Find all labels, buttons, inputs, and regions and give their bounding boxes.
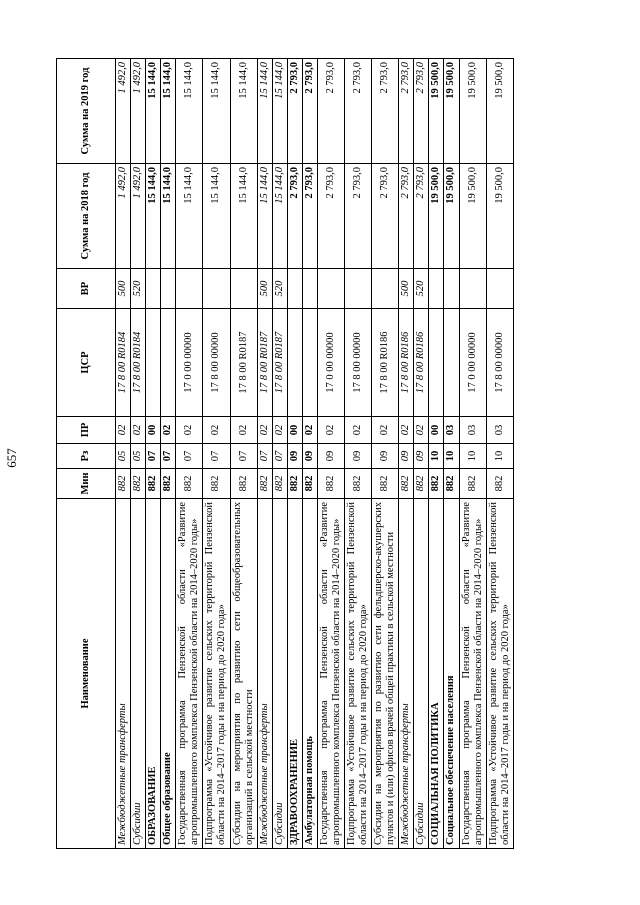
header-pr: ПР: [57, 417, 116, 444]
cell-csr: 17 0 00 00000: [459, 309, 486, 417]
cell-min: 882: [429, 469, 444, 499]
cell-sum-2019: 2 793,0: [399, 59, 414, 164]
cell-sum-2018: 2 793,0: [317, 164, 344, 269]
cell-name: Государственная программа Пензенской области «Развитие агропромышленного комплекса Пензенской области на 2014–2020 годы»: [459, 499, 486, 849]
table-row: [429, 59, 444, 849]
cell-csr: 17 8 00 R0187: [257, 309, 272, 417]
cell-vr: [287, 269, 302, 309]
cell-sum-2018: 15 144,0: [272, 164, 287, 269]
table-row: [257, 59, 272, 849]
cell-pr: 03: [444, 417, 459, 444]
table-row: [287, 59, 302, 849]
cell-sum-2018: 1 492,0: [131, 164, 146, 269]
cell-csr: 17 8 00 R0187: [230, 309, 257, 417]
cell-sum-2019: 19 500,0: [459, 59, 486, 164]
cell-min: 882: [230, 469, 257, 499]
cell-sum-2018: 2 793,0: [302, 164, 317, 269]
cell-sum-2018: 2 793,0: [399, 164, 414, 269]
cell-vr: [345, 269, 372, 309]
cell-rz: 09: [372, 444, 399, 469]
cell-min: 882: [486, 469, 513, 499]
rotated-page-content: [56, 59, 578, 849]
cell-sum-2018: 15 144,0: [161, 164, 176, 269]
header-name: Наименование: [57, 499, 116, 849]
cell-name: Подпрограмма «Устойчивое развитие сельских территорий Пензенской области на 2014–2017 годы и на период до 2020 года»: [486, 499, 513, 849]
cell-rz: 09: [414, 444, 429, 469]
cell-min: 882: [116, 469, 131, 499]
cell-pr: 00: [146, 417, 161, 444]
cell-csr: [302, 309, 317, 417]
cell-min: 882: [414, 469, 429, 499]
budget-table: [56, 58, 514, 849]
cell-csr: [161, 309, 176, 417]
table-row: [444, 59, 459, 849]
cell-name: СОЦИАЛЬНАЯ ПОЛИТИКА: [429, 499, 444, 849]
cell-name: Межбюджетные трансферты: [116, 499, 131, 849]
header-rz: Рз: [57, 444, 116, 469]
cell-name: ЗДРАВООХРАНЕНИЕ: [287, 499, 302, 849]
cell-pr: 02: [203, 417, 230, 444]
cell-vr: [429, 269, 444, 309]
cell-sum-2019: 2 793,0: [287, 59, 302, 164]
cell-pr: 00: [429, 417, 444, 444]
table-row: [345, 59, 372, 849]
header-vr: ВР: [57, 269, 116, 309]
cell-name: Подпрограмма «Устойчивое развитие сельских территорий Пензенской области на 2014–2017 годы и на период до 2020 года»: [203, 499, 230, 849]
header-min: Мин: [57, 469, 116, 499]
cell-pr: 02: [116, 417, 131, 444]
cell-sum-2018: 15 144,0: [176, 164, 203, 269]
cell-csr: 17 8 00 00000: [203, 309, 230, 417]
cell-rz: 10: [429, 444, 444, 469]
cell-rz: 05: [116, 444, 131, 469]
cell-sum-2018: 1 492,0: [116, 164, 131, 269]
cell-rz: 10: [486, 444, 513, 469]
cell-rz: 09: [399, 444, 414, 469]
cell-name: Подпрограмма «Устойчивое развитие сельских территорий Пензенской области на 2014–2017 годы и на период до 2020 года»: [345, 499, 372, 849]
cell-pr: 02: [230, 417, 257, 444]
cell-min: 882: [287, 469, 302, 499]
cell-min: 882: [302, 469, 317, 499]
cell-vr: [302, 269, 317, 309]
cell-rz: 10: [444, 444, 459, 469]
cell-name: Межбюджетные трансферты: [257, 499, 272, 849]
cell-vr: [176, 269, 203, 309]
cell-rz: 07: [257, 444, 272, 469]
cell-rz: 09: [287, 444, 302, 469]
cell-csr: [444, 309, 459, 417]
cell-name: Субсидии: [414, 499, 429, 849]
cell-rz: 07: [203, 444, 230, 469]
cell-csr: 17 8 00 00000: [345, 309, 372, 417]
cell-csr: [429, 309, 444, 417]
cell-csr: 17 8 00 R0186: [414, 309, 429, 417]
table-row: [486, 59, 513, 849]
cell-name: Государственная программа Пензенской области «Развитие агропромышленного комплекса Пензенской области на 2014–2020 годы»: [176, 499, 203, 849]
cell-name: Общее образование: [161, 499, 176, 849]
cell-rz: 09: [317, 444, 344, 469]
cell-min: 882: [176, 469, 203, 499]
table-row: [230, 59, 257, 849]
cell-rz: 05: [131, 444, 146, 469]
cell-pr: 02: [414, 417, 429, 444]
cell-min: 882: [372, 469, 399, 499]
cell-pr: 02: [302, 417, 317, 444]
cell-sum-2019: 2 793,0: [345, 59, 372, 164]
cell-sum-2019: 19 500,0: [444, 59, 459, 164]
cell-vr: [230, 269, 257, 309]
cell-name: Субсидии на мероприятия по развитию сети фельдшерско-акушерских пунктов и (или) офисов врачей общей практики в сельской местности: [372, 499, 399, 849]
cell-csr: [146, 309, 161, 417]
cell-sum-2019: 19 500,0: [429, 59, 444, 164]
cell-sum-2019: 15 144,0: [230, 59, 257, 164]
cell-name: Государственная программа Пензенской области «Развитие агропромышленного комплекса Пензенской области на 2014–2020 годы»: [317, 499, 344, 849]
cell-rz: 09: [345, 444, 372, 469]
cell-vr: 500: [257, 269, 272, 309]
table-header-row: [57, 59, 116, 849]
cell-min: 882: [444, 469, 459, 499]
cell-sum-2018: 2 793,0: [345, 164, 372, 269]
cell-name: Межбюджетные трансферты: [399, 499, 414, 849]
table-row: [399, 59, 414, 849]
header-sum-2018: Сумма на 2018 год: [57, 164, 116, 269]
cell-pr: 00: [287, 417, 302, 444]
cell-vr: [372, 269, 399, 309]
cell-rz: 07: [230, 444, 257, 469]
cell-name: ОБРАЗОВАНИЕ: [146, 499, 161, 849]
cell-min: 882: [345, 469, 372, 499]
cell-sum-2019: 1 492,0: [131, 59, 146, 164]
header-sum-2019: Сумма на 2019 год: [57, 59, 116, 164]
table-row: [203, 59, 230, 849]
cell-sum-2018: 19 500,0: [444, 164, 459, 269]
table-row: [302, 59, 317, 849]
cell-sum-2018: 15 144,0: [230, 164, 257, 269]
table-row: [161, 59, 176, 849]
cell-sum-2019: 15 144,0: [203, 59, 230, 164]
table-row: [372, 59, 399, 849]
table-row: [176, 59, 203, 849]
cell-min: 882: [203, 469, 230, 499]
cell-vr: 520: [131, 269, 146, 309]
cell-sum-2018: 19 500,0: [459, 164, 486, 269]
table-row: [272, 59, 287, 849]
cell-csr: 17 0 00 00000: [317, 309, 344, 417]
cell-min: 882: [272, 469, 287, 499]
cell-pr: 03: [486, 417, 513, 444]
cell-name: Субсидии: [131, 499, 146, 849]
cell-sum-2018: 15 144,0: [257, 164, 272, 269]
cell-rz: 07: [146, 444, 161, 469]
cell-sum-2019: 15 144,0: [257, 59, 272, 164]
cell-min: 882: [131, 469, 146, 499]
cell-vr: [161, 269, 176, 309]
cell-sum-2018: 19 500,0: [486, 164, 513, 269]
cell-pr: 02: [372, 417, 399, 444]
cell-sum-2018: 15 144,0: [203, 164, 230, 269]
cell-rz: 07: [161, 444, 176, 469]
table-row: [317, 59, 344, 849]
cell-csr: 17 8 00 00000: [486, 309, 513, 417]
cell-name: Амбулаторная помощь: [302, 499, 317, 849]
cell-csr: 17 8 00 R0184: [116, 309, 131, 417]
cell-sum-2018: 2 793,0: [414, 164, 429, 269]
cell-rz: 10: [459, 444, 486, 469]
cell-vr: [459, 269, 486, 309]
table-row: [146, 59, 161, 849]
cell-min: 882: [161, 469, 176, 499]
cell-pr: 03: [459, 417, 486, 444]
cell-min: 882: [146, 469, 161, 499]
cell-csr: 17 8 00 R0186: [399, 309, 414, 417]
cell-rz: 09: [302, 444, 317, 469]
cell-pr: 02: [399, 417, 414, 444]
table-row: [131, 59, 146, 849]
cell-pr: 02: [131, 417, 146, 444]
table-body: [116, 59, 514, 849]
cell-rz: 07: [272, 444, 287, 469]
cell-vr: 520: [272, 269, 287, 309]
cell-pr: 02: [317, 417, 344, 444]
cell-name: Социальное обеспечение населения: [444, 499, 459, 849]
cell-sum-2019: 2 793,0: [372, 59, 399, 164]
table-row: [414, 59, 429, 849]
cell-vr: [444, 269, 459, 309]
cell-sum-2019: 15 144,0: [146, 59, 161, 164]
cell-min: 882: [459, 469, 486, 499]
cell-csr: 17 8 00 R0184: [131, 309, 146, 417]
cell-vr: [146, 269, 161, 309]
cell-vr: 500: [399, 269, 414, 309]
page-number: 657: [4, 448, 19, 468]
cell-sum-2018: 2 793,0: [287, 164, 302, 269]
cell-pr: 02: [345, 417, 372, 444]
cell-vr: [486, 269, 513, 309]
cell-vr: 520: [414, 269, 429, 309]
cell-min: 882: [257, 469, 272, 499]
header-csr: ЦСР: [57, 309, 116, 417]
cell-csr: [287, 309, 302, 417]
cell-pr: 02: [176, 417, 203, 444]
cell-sum-2019: 2 793,0: [317, 59, 344, 164]
cell-sum-2019: 15 144,0: [176, 59, 203, 164]
cell-pr: 02: [272, 417, 287, 444]
cell-sum-2019: 19 500,0: [486, 59, 513, 164]
cell-sum-2018: 19 500,0: [429, 164, 444, 269]
table-row: [116, 59, 131, 849]
cell-pr: 02: [257, 417, 272, 444]
cell-sum-2018: 15 144,0: [146, 164, 161, 269]
cell-vr: [317, 269, 344, 309]
cell-rz: 07: [176, 444, 203, 469]
cell-min: 882: [399, 469, 414, 499]
cell-sum-2019: 2 793,0: [302, 59, 317, 164]
cell-min: 882: [317, 469, 344, 499]
cell-sum-2019: 1 492,0: [116, 59, 131, 164]
cell-csr: 17 0 00 00000: [176, 309, 203, 417]
cell-sum-2019: 2 793,0: [414, 59, 429, 164]
table-row: [459, 59, 486, 849]
cell-vr: [203, 269, 230, 309]
cell-sum-2018: 2 793,0: [372, 164, 399, 269]
cell-sum-2019: 15 144,0: [272, 59, 287, 164]
cell-name: Субсидии на мероприятия по развитию сети общеобразовательных организаций в сельской местности: [230, 499, 257, 849]
cell-vr: 500: [116, 269, 131, 309]
cell-pr: 02: [161, 417, 176, 444]
cell-name: Субсидии: [272, 499, 287, 849]
cell-csr: 17 8 00 R0186: [372, 309, 399, 417]
cell-csr: 17 8 00 R0187: [272, 309, 287, 417]
cell-sum-2019: 15 144,0: [161, 59, 176, 164]
